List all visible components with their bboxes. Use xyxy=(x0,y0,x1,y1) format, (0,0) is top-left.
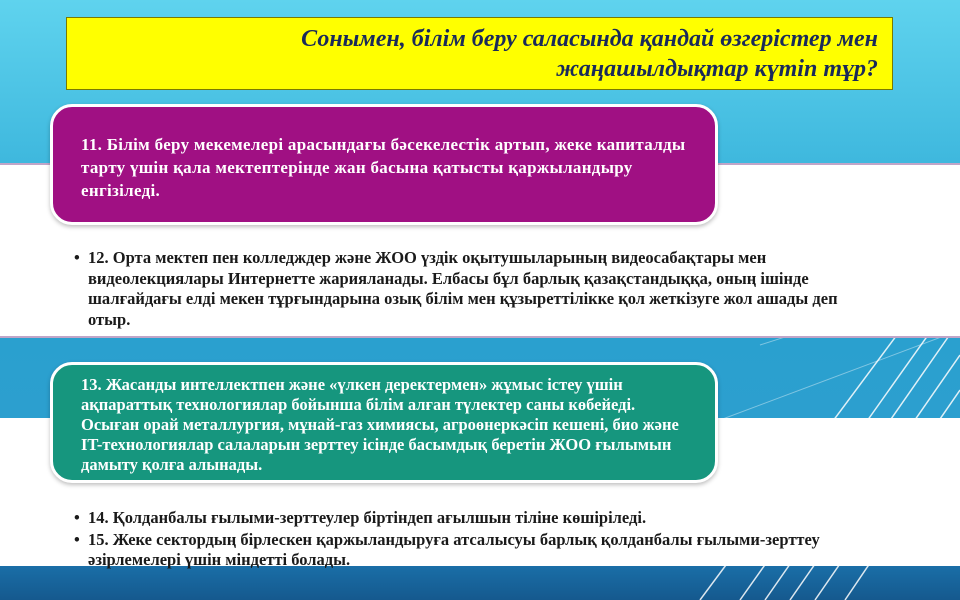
bullet-list-2 xyxy=(74,508,874,572)
slide-title xyxy=(66,17,893,90)
point-14-text: 14. Қолданбалы ғылыми-зерттеулер біртіндеп ағылшын тіліне көшіріледі. xyxy=(88,508,647,527)
bullet-dot: • xyxy=(74,508,80,527)
point-12-text: 12. Орта мектеп пен колледждер және ЖОО үздік оқытушыларының видеосабақтары мен видеолекциялары Интернетте жарияланады. Елбасы бұл барлық қазақстандыққа, оның ішінде шалғайдағы елді мекен тұрғындарына озық білім мен құзыреттілікке қол жеткізуге жол ашады деп отыр. xyxy=(88,248,838,329)
point-13-box xyxy=(50,362,718,483)
bullet-list-1 xyxy=(74,248,874,330)
title-line-2: жаңашылдықтар күтіп тұр? xyxy=(556,56,878,82)
point-13-text: 13. Жасанды интеллектпен және «үлкен деректермен» жұмыс істеу үшін ақпараттық технологиялар бойынша білім алған түлектер саны көбейеді. Осыған орай металлургия, мұнай-газ химиясы, агроөнеркәсіп кешені, био және IT-технологиялар салаларын зерттеу ісінде басымдық беретін ЖОО ғылымын дамыту қолға алынады. xyxy=(81,375,679,474)
list-item xyxy=(74,248,874,330)
title-line-1: Сонымен, білім беру саласында қандай өзгерістер мен xyxy=(301,26,878,52)
list-item xyxy=(74,508,874,529)
point-11-text: 11. Білім беру мекемелері арасындағы бәсекелестік артып, жеке капиталды тарту үшін қала мектептерінде жан басына қатысты қаржыландыру енгізіледі. xyxy=(81,135,686,200)
bullet-dot: • xyxy=(74,529,80,549)
point-15-text: 15. Жеке сектордың бірлескен қаржыландыруға атсалысуы барлық қолданбалы ғылыми-зерттеу әзірлемелері үшін міндетті болады. xyxy=(88,529,820,569)
point-11-box xyxy=(50,104,718,225)
bullet-dot: • xyxy=(74,248,80,267)
list-item xyxy=(74,530,874,571)
